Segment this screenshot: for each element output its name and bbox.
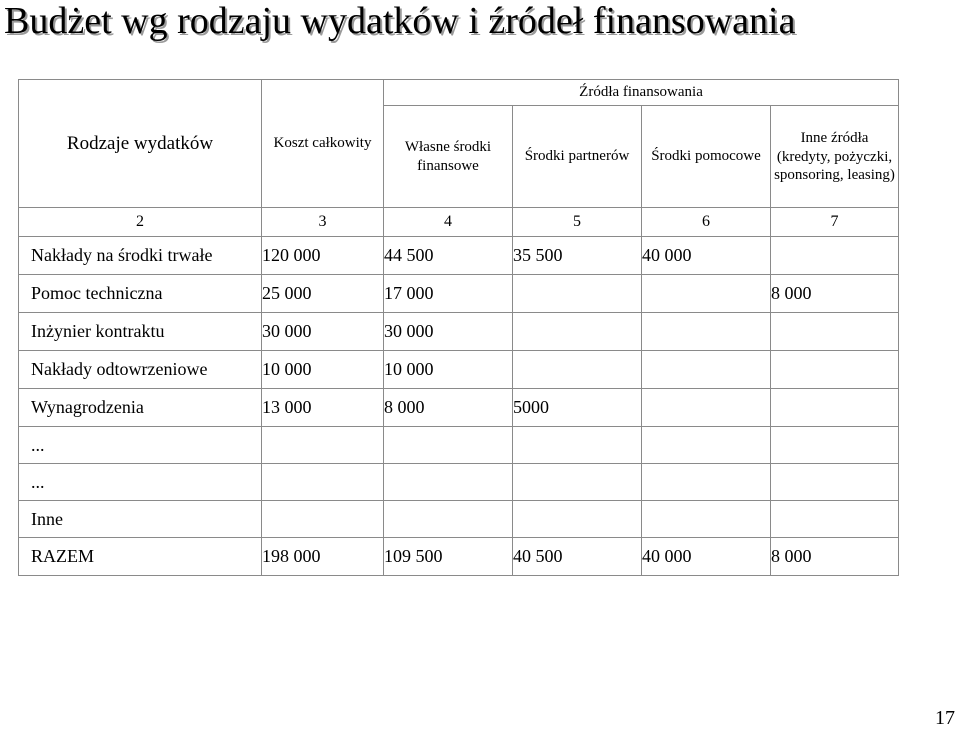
cell-total: 13 000 (262, 389, 384, 427)
table-row (19, 351, 899, 389)
header-other-sources-note: (kredyty, pożyczki, sponsoring, leasing) (774, 149, 895, 183)
cell-aid (642, 275, 771, 313)
cell-partner (513, 313, 642, 351)
total-cell-aid: 40 000 (642, 538, 771, 576)
row-name: Pomoc techniczna (19, 275, 262, 313)
cell-aid (642, 389, 771, 427)
cell-total: 25 000 (262, 275, 384, 313)
cell-own: 8 000 (384, 389, 513, 427)
header-total-cost: Koszt całkowity (262, 80, 384, 208)
cell-total (262, 464, 384, 501)
cell-partner (513, 501, 642, 538)
cell-total: 120 000 (262, 237, 384, 275)
row-name: Wynagrodzenia (19, 389, 262, 427)
cell-aid (642, 464, 771, 501)
header-row-1 (19, 80, 899, 106)
cell-partner: 5000 (513, 389, 642, 427)
total-cell-other: 8 000 (771, 538, 899, 576)
slide-title: Budżet wg rodzaju wydatków i źródeł finansowania (4, 0, 796, 42)
column-number: 6 (642, 208, 771, 237)
header-aid-funds: Środki pomocowe (642, 106, 771, 208)
cell-aid (642, 501, 771, 538)
cell-other: 8 000 (771, 275, 899, 313)
cell-other (771, 389, 899, 427)
total-cell-total: 198 000 (262, 538, 384, 576)
cell-other (771, 464, 899, 501)
table-row (19, 464, 899, 501)
row-name: Nakłady odtowrzeniowe (19, 351, 262, 389)
column-number: 2 (19, 208, 262, 237)
cell-partner (513, 464, 642, 501)
cell-own: 17 000 (384, 275, 513, 313)
cell-own: 10 000 (384, 351, 513, 389)
column-number: 4 (384, 208, 513, 237)
header-expense-types: Rodzaje wydatków (19, 80, 262, 208)
cell-aid (642, 427, 771, 464)
column-number: 5 (513, 208, 642, 237)
header-other-sources-label: Inne źródła (800, 130, 869, 146)
cell-total (262, 427, 384, 464)
total-row-name: RAZEM (19, 538, 262, 576)
table-row (19, 501, 899, 538)
row-name: Nakłady na środki trwałe (19, 237, 262, 275)
table-row (19, 275, 899, 313)
cell-aid (642, 313, 771, 351)
table-row (19, 427, 899, 464)
cell-other (771, 351, 899, 389)
header-other-sources (771, 106, 899, 208)
column-number: 3 (262, 208, 384, 237)
cell-total (262, 501, 384, 538)
row-name: ... (19, 427, 262, 464)
cell-own: 44 500 (384, 237, 513, 275)
cell-other (771, 237, 899, 275)
cell-partner (513, 351, 642, 389)
cell-other (771, 313, 899, 351)
row-name: Inżynier kontraktu (19, 313, 262, 351)
cell-other (771, 501, 899, 538)
total-cell-partner: 40 500 (513, 538, 642, 576)
header-own-funds: Własne środki finansowe (384, 106, 513, 208)
header-partner-funds: Środki partnerów (513, 106, 642, 208)
cell-own: 30 000 (384, 313, 513, 351)
row-name: ... (19, 464, 262, 501)
table-row (19, 313, 899, 351)
cell-aid: 40 000 (642, 237, 771, 275)
cell-total: 30 000 (262, 313, 384, 351)
cell-own (384, 427, 513, 464)
budget-table (18, 79, 899, 576)
table-row (19, 237, 899, 275)
cell-total: 10 000 (262, 351, 384, 389)
row-name: Inne (19, 501, 262, 538)
table-row (19, 389, 899, 427)
slide-number: 17 (935, 707, 955, 729)
cell-other (771, 427, 899, 464)
cell-partner (513, 275, 642, 313)
cell-own (384, 501, 513, 538)
cell-partner: 35 500 (513, 237, 642, 275)
column-number: 7 (771, 208, 899, 237)
cell-own (384, 464, 513, 501)
cell-aid (642, 351, 771, 389)
total-cell-own: 109 500 (384, 538, 513, 576)
total-row (19, 538, 899, 576)
column-number-row (19, 208, 899, 237)
header-sources-group: Źródła finansowania (384, 80, 899, 106)
cell-partner (513, 427, 642, 464)
